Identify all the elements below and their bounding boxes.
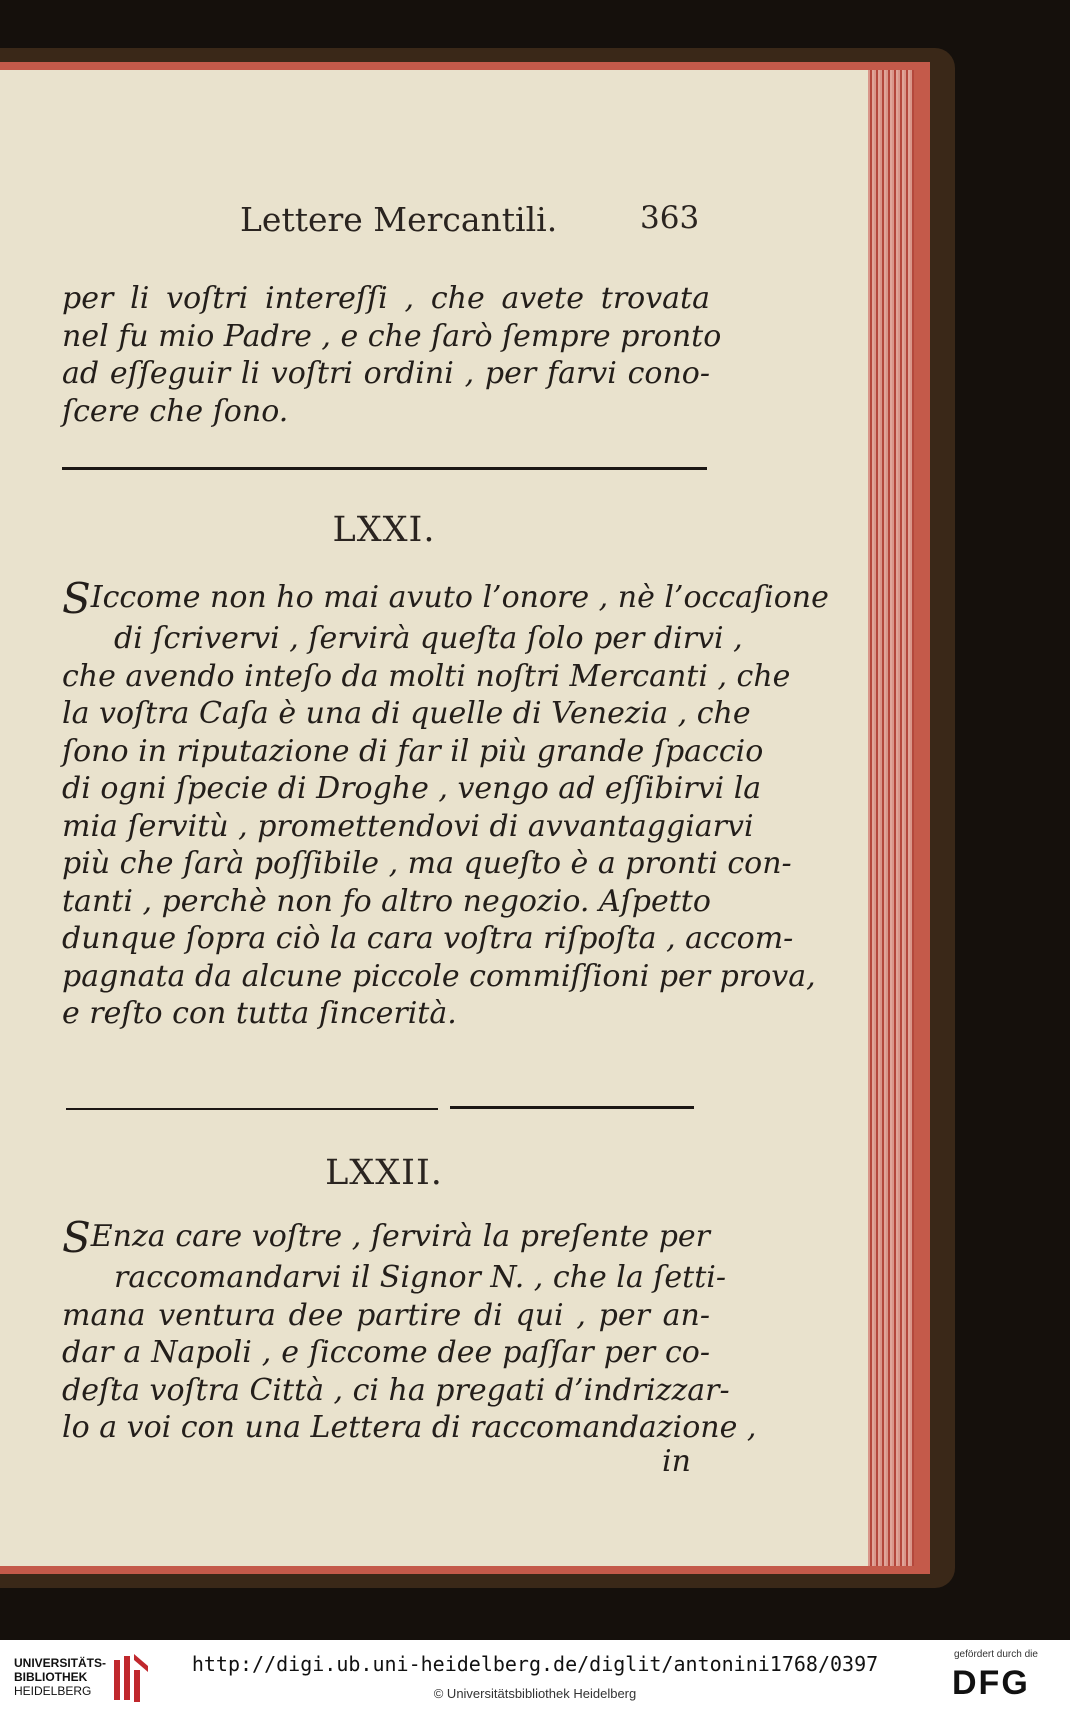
text-line: raccomandarvi il Signor N. , che la ſetti- <box>114 1260 726 1295</box>
library-name-line: HEIDELBERG <box>14 1684 92 1698</box>
permalink-url[interactable]: http://digi.ub.uni-heidelberg.de/diglit/antonini1768/0397 <box>191 1652 879 1676</box>
page-edge-stack <box>868 70 914 1566</box>
library-name-line: UNIVERSITÄTS- <box>14 1656 107 1670</box>
text-line: mia ſervitù , promettendovi di avvantaggiarvi <box>62 808 754 844</box>
viewer-footer <box>0 1640 1070 1718</box>
text-line: di ſcrivervi , ſervirà queſta ſolo per dirvi , <box>114 621 743 656</box>
section-rule <box>450 1106 694 1109</box>
text-line: per li voſtri intereſſi , che avete trovata <box>62 281 710 316</box>
running-head <box>60 200 720 252</box>
first-line-text: Iccome non ho mai avuto l’onore , nè l’occaſione <box>90 580 829 615</box>
text-line: che avendo inteſo da molti noſtri Mercanti , che <box>62 658 791 694</box>
text-line <box>62 1213 710 1262</box>
text-line: nel fu mio Padre , e che ſarò ſempre pronto <box>62 318 722 354</box>
funded-by-label: gefördert durch die <box>954 1649 1038 1660</box>
text-line: lo a voi con una Lettera di raccomandazione , <box>62 1410 757 1445</box>
text-line: di ogni ſpecie di Droghe , vengo ad eſſibirvi la <box>62 771 762 806</box>
copyright-notice: © Universitätsbibliothek Heidelberg <box>433 1686 637 1701</box>
section-rule <box>66 1108 438 1110</box>
text-line: tanti , perchè non fo altro negozio. Aſpetto <box>62 883 711 919</box>
text-line: e reſto con tutta ſincerità. <box>62 996 457 1031</box>
text-line: ad eſſeguir li voſtri ordini , per farvi cono- <box>62 356 710 391</box>
section-heading-lxxii: LXXII. <box>325 1153 443 1193</box>
section-rule <box>62 467 707 470</box>
text-line <box>62 574 829 623</box>
dropcap: S <box>62 1213 91 1262</box>
text-line: dunque ſopra ciò la cara voſtra riſpoſta , accom- <box>62 921 794 956</box>
dfg-logo: DFG <box>952 1664 1030 1702</box>
dropcap: S <box>62 574 91 623</box>
text-line: più che ſarà poſſibile , ma queſto è a pronti con- <box>62 846 792 881</box>
catchword: in <box>662 1444 691 1479</box>
text-line: ſono in riputazione di far il più grande ſpaccio <box>62 733 764 769</box>
text-line: dar a Napoli , e ſiccome dee paſſar per co- <box>62 1335 710 1370</box>
continued-paragraph <box>62 280 722 430</box>
letter-lxxi <box>62 574 829 1033</box>
page-number: 363 <box>640 200 700 236</box>
running-title: Lettere Mercantili. <box>240 200 558 239</box>
text-line: deſta voſtra Città , ci ha pregati d’indrizzar- <box>62 1372 730 1408</box>
text-line: mana ventura dee partire di qui , per an- <box>62 1297 710 1333</box>
letter-lxxii <box>62 1213 757 1447</box>
text-line: pagnata da alcune piccole commiſſioni per prova, <box>62 958 816 994</box>
text-line: ſcere che ſono. <box>62 393 289 429</box>
text-line: la voſtra Caſa è una di quelle di Venezia , che <box>62 696 751 731</box>
library-name-line: BIBLIOTHEK <box>14 1670 88 1684</box>
first-line-text: Enza care voſtre , ſervirà la preſente per <box>90 1219 710 1254</box>
section-heading-lxxi: LXXI. <box>332 510 436 550</box>
